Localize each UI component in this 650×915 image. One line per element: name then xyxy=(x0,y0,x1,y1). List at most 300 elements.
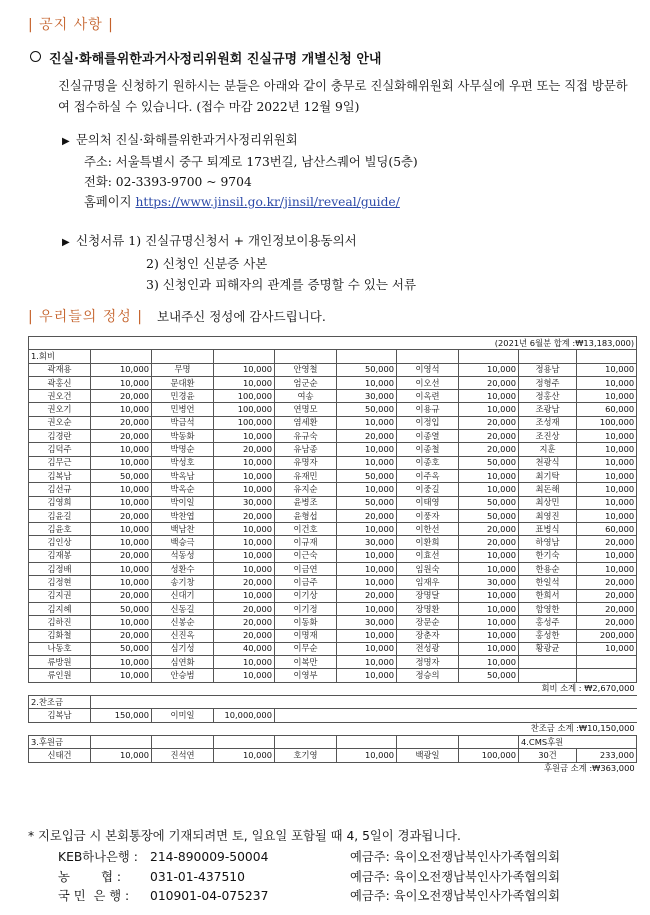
donation-amount: 20,000 xyxy=(91,589,152,602)
donor-name: 호기영 xyxy=(275,749,337,762)
table-cell xyxy=(152,735,214,748)
donor-name: 백승극 xyxy=(152,536,214,549)
donation-amount: 10,000 xyxy=(214,669,275,682)
donor-name: 성환수 xyxy=(152,563,214,576)
donation-amount: 20,000 xyxy=(91,629,152,642)
donations-subtitle: 보내주신 정성에 감사드립니다. xyxy=(156,309,326,324)
donation-amount: 30,000 xyxy=(337,390,397,403)
donation-amount: 10,000 xyxy=(337,656,397,669)
donor-name: 이종철 xyxy=(397,443,459,456)
donor-name: 박금석 xyxy=(152,416,214,429)
donation-amount: 10,000 xyxy=(337,483,397,496)
donor-name: 김화철 xyxy=(29,629,91,642)
donation-amount: 50,000 xyxy=(337,403,397,416)
table-row xyxy=(29,709,637,722)
doc-item: 2) 신청인 신분증 사본 xyxy=(146,256,268,271)
donation-amount: 10,000 xyxy=(91,669,152,682)
donation-amount: 10,000 xyxy=(214,749,275,762)
donation-amount: 20,000 xyxy=(214,602,275,615)
donor-name: 곽홍신 xyxy=(29,376,91,389)
donation-amount: 10,000 xyxy=(337,416,397,429)
donation-amount: 20,000 xyxy=(337,509,397,522)
donation-amount: 10,000 xyxy=(459,483,519,496)
table-cell xyxy=(459,735,519,748)
donor-name: 김덕주 xyxy=(29,443,91,456)
donor-name: 백광일 xyxy=(397,749,459,762)
donation-amount: 10,000 xyxy=(214,536,275,549)
donor-name: 이오선 xyxy=(397,376,459,389)
donor-name: 박찬엽 xyxy=(152,509,214,522)
donation-amount: 60,000 xyxy=(577,523,637,536)
donation-amount: 150,000 xyxy=(91,709,152,722)
table-cell xyxy=(337,735,397,748)
table-cell xyxy=(459,350,519,363)
donor-name: 황광균 xyxy=(519,642,577,655)
donor-name: 류방원 xyxy=(29,656,91,669)
table-row xyxy=(29,363,637,376)
donation-amount: 10,000 xyxy=(337,376,397,389)
donation-amount: 10,000 xyxy=(337,443,397,456)
donation-amount: 10,000 xyxy=(577,363,637,376)
donor-name: 김하진 xyxy=(29,616,91,629)
donor-name: 임원숙 xyxy=(397,563,459,576)
donation-amount: 10,000 xyxy=(91,483,152,496)
donation-amount xyxy=(577,669,637,682)
donor-name: 김무근 xyxy=(29,456,91,469)
donor-name: 이미일 xyxy=(152,709,214,722)
contact-info xyxy=(62,130,418,212)
bank-account: 214-890009-50004 xyxy=(150,850,269,864)
donor-name: 박명순 xyxy=(152,443,214,456)
donation-amount: 10,000 xyxy=(459,656,519,669)
table-row xyxy=(29,376,637,389)
donor-name: 박옥순 xyxy=(152,483,214,496)
donor-name: 장명달 xyxy=(397,589,459,602)
donor-name: 이주옥 xyxy=(397,469,459,482)
donor-name: 이금주 xyxy=(275,576,337,589)
donor-name: 김윤길 xyxy=(29,509,91,522)
donation-amount: 200,000 xyxy=(577,629,637,642)
support-label: 2.찬조금 xyxy=(29,696,91,709)
donation-amount: 10,000 xyxy=(214,549,275,562)
table-cell xyxy=(275,350,337,363)
donor-name: 이기정 xyxy=(275,602,337,615)
donor-name: 무명 xyxy=(152,363,214,376)
donation-amount: 10,000 xyxy=(337,642,397,655)
triangle-bullet-icon: ▶ xyxy=(62,237,70,248)
donor-name: 권오기 xyxy=(29,403,91,416)
notice-section-title: | 공지 사항 | xyxy=(28,17,114,33)
donor-name: 홍성주 xyxy=(519,616,577,629)
table-row xyxy=(29,456,637,469)
table-row xyxy=(29,469,637,482)
table-row xyxy=(29,602,637,615)
donor-name: 이종호 xyxy=(397,456,459,469)
donor-name: 유남종 xyxy=(275,443,337,456)
donation-amount: 10,000 xyxy=(214,376,275,389)
donor-name: 함영한 xyxy=(519,602,577,615)
donor-name: 김경란 xyxy=(29,430,91,443)
donor-name: 최영진 xyxy=(519,509,577,522)
donation-amount: 10,000 xyxy=(459,563,519,576)
membership-label: 1.회비 xyxy=(29,350,91,363)
donor-name: 이종열 xyxy=(397,430,459,443)
donation-amount: 10,000 xyxy=(337,563,397,576)
doc-item: 1) 진실규명신청서 + 개인정보이용동의서 xyxy=(128,233,357,248)
donation-amount: 20,000 xyxy=(214,509,275,522)
donation-amount: 10,000 xyxy=(459,403,519,416)
donor-name: 정형주 xyxy=(519,376,577,389)
donor-name: 이금연 xyxy=(275,563,337,576)
donation-amount: 20,000 xyxy=(91,430,152,443)
donor-name: 송기창 xyxy=(152,576,214,589)
donation-amount: 10,000 xyxy=(459,363,519,376)
donor-name: 신동길 xyxy=(152,602,214,615)
donation-amount: 50,000 xyxy=(91,469,152,482)
donation-amount: 10,000 xyxy=(91,443,152,456)
donor-name: 이복만 xyxy=(275,656,337,669)
total-summary: (2021년 6월분 합계 :₩13,183,000) xyxy=(29,337,637,350)
table-row xyxy=(29,509,637,522)
donor-name: 하영남 xyxy=(519,536,577,549)
donation-amount: 20,000 xyxy=(577,576,637,589)
donor-name: 이영부 xyxy=(275,669,337,682)
donation-amount: 50,000 xyxy=(459,509,519,522)
donor-name: 여송 xyxy=(275,390,337,403)
donation-amount: 10,000 xyxy=(91,376,152,389)
donor-name: 심기성 xyxy=(152,642,214,655)
table-row xyxy=(29,483,637,496)
bank-row xyxy=(58,848,560,868)
table-cell xyxy=(459,696,519,709)
table-row xyxy=(29,496,637,509)
donor-name: 신태건 xyxy=(29,749,91,762)
subtotal-row xyxy=(29,762,637,775)
donation-amount: 10,000 xyxy=(91,363,152,376)
donation-amount: 233,000 xyxy=(577,749,637,762)
donor-name: 백남찬 xyxy=(152,523,214,536)
donation-amount: 100,000 xyxy=(577,416,637,429)
donation-amount: 10,000 xyxy=(459,629,519,642)
donation-amount: 10,000 xyxy=(577,376,637,389)
donor-name: 안승범 xyxy=(152,669,214,682)
donation-amount: 20,000 xyxy=(459,416,519,429)
section-label-row xyxy=(29,350,637,363)
table-cell xyxy=(519,350,577,363)
donation-amount: 30,000 xyxy=(337,536,397,549)
donor-name: 천광식 xyxy=(519,456,577,469)
donation-amount: 10,000 xyxy=(337,523,397,536)
donation-amount: 20,000 xyxy=(214,443,275,456)
donations-header xyxy=(28,306,326,326)
donor-name: 유지순 xyxy=(275,483,337,496)
table-row xyxy=(29,416,637,429)
donation-amount: 50,000 xyxy=(459,456,519,469)
bank-holder: 예금주: 육이오전쟁납북인사가족협의회 xyxy=(350,889,560,903)
donor-name: 이근숙 xyxy=(275,549,337,562)
bank-accounts xyxy=(58,848,560,907)
donation-amount: 10,000 xyxy=(91,456,152,469)
table-row xyxy=(29,616,637,629)
table-row xyxy=(29,563,637,576)
donor-name: 조성재 xyxy=(519,416,577,429)
notice-headline-text: 진실·화해를위한과거사정리위원회 진실규명 개별신청 안내 xyxy=(49,52,382,67)
donation-amount: 10,000 xyxy=(91,523,152,536)
donation-amount: 20,000 xyxy=(459,536,519,549)
table-cell xyxy=(152,696,214,709)
donor-name: 이기상 xyxy=(275,589,337,602)
donation-amount: 20,000 xyxy=(337,589,397,602)
donation-amount: 30,000 xyxy=(337,616,397,629)
donation-amount: 10,000 xyxy=(577,563,637,576)
table-cell xyxy=(214,350,275,363)
donor-name: 최기탁 xyxy=(519,469,577,482)
bank-holder: 예금주: 육이오전쟁납북인사가족협의회 xyxy=(350,869,560,884)
donor-name: 이풍자 xyxy=(397,509,459,522)
donor-name: 이환희 xyxy=(397,536,459,549)
table-row xyxy=(29,549,637,562)
table-row xyxy=(29,669,637,682)
donation-amount: 100,000 xyxy=(214,403,275,416)
donation-amount: 10,000 xyxy=(577,390,637,403)
donor-name: 유규숙 xyxy=(275,430,337,443)
table-row xyxy=(29,576,637,589)
donor-name: 정명자 xyxy=(397,656,459,669)
bank-name: 국 민 은 행 : xyxy=(58,889,130,903)
donor-name: 이한선 xyxy=(397,523,459,536)
table-row xyxy=(29,589,637,602)
homepage-label: 홈페이지 xyxy=(84,195,132,209)
donation-amount: 20,000 xyxy=(459,430,519,443)
donor-name: 김선규 xyxy=(29,483,91,496)
donor-name: 홍성한 xyxy=(519,629,577,642)
donation-amount: 20,000 xyxy=(91,416,152,429)
donation-amount: 20,000 xyxy=(459,443,519,456)
donor-name xyxy=(519,669,577,682)
donation-amount: 50,000 xyxy=(337,496,397,509)
donor-name: 이옥련 xyxy=(397,390,459,403)
donation-amount: 10,000 xyxy=(577,469,637,482)
table-cell xyxy=(577,696,637,709)
donor-name: 신봉순 xyxy=(152,616,214,629)
donation-amount: 10,000 xyxy=(459,589,519,602)
donation-amount: 10,000 xyxy=(91,563,152,576)
donor-name: 장명환 xyxy=(397,602,459,615)
donor-name: 민병언 xyxy=(152,403,214,416)
table-row xyxy=(29,656,637,669)
donor-name: 임재우 xyxy=(397,576,459,589)
donor-name: 이영석 xyxy=(397,363,459,376)
donor-name: 민경윤 xyxy=(152,390,214,403)
support-subtotal: 찬조금 소계 :₩10,150,000 xyxy=(29,722,637,735)
donation-amount: 60,000 xyxy=(577,403,637,416)
bank-row xyxy=(58,868,560,888)
donor-name: 이정입 xyxy=(397,416,459,429)
table-cell xyxy=(577,350,637,363)
table-cell xyxy=(275,735,337,748)
donor-name: 윤병조 xyxy=(275,496,337,509)
donor-name: 이중길 xyxy=(397,483,459,496)
table-cell xyxy=(275,696,337,709)
section-label-row xyxy=(29,696,637,709)
donor-name: 박동화 xyxy=(152,430,214,443)
table-cell xyxy=(519,696,577,709)
donor-name: 이규재 xyxy=(275,536,337,549)
table-header-row xyxy=(29,337,637,350)
circle-bullet-icon xyxy=(30,51,41,62)
donation-amount: 10,000 xyxy=(214,363,275,376)
donor-name: 장춘자 xyxy=(397,629,459,642)
donor-name: 김정현 xyxy=(29,576,91,589)
sponsor-subtotal: 후원금 소계 :₩363,000 xyxy=(29,762,637,775)
donation-amount: 20,000 xyxy=(577,602,637,615)
donation-amount: 10,000 xyxy=(459,602,519,615)
donor-name: 심연화 xyxy=(152,656,214,669)
donation-amount: 10,000 xyxy=(459,642,519,655)
donor-name: 조광남 xyxy=(519,403,577,416)
donor-name: 이태영 xyxy=(397,496,459,509)
donation-amount: 50,000 xyxy=(459,496,519,509)
donor-name: 이건호 xyxy=(275,523,337,536)
donation-amount: 10,000 xyxy=(337,456,397,469)
donor-name: 김재봉 xyxy=(29,549,91,562)
donor-name: 조진상 xyxy=(519,430,577,443)
donation-amount: 40,000 xyxy=(214,642,275,655)
donation-amount: 50,000 xyxy=(459,669,519,682)
table-row xyxy=(29,523,637,536)
table-cell xyxy=(214,735,275,748)
donation-amount: 10,000 xyxy=(214,430,275,443)
donations-section-title: | 우리들의 정성 | xyxy=(28,309,143,325)
donor-name: 한용순 xyxy=(519,563,577,576)
donation-amount: 20,000 xyxy=(214,576,275,589)
contact-homepage xyxy=(62,192,418,212)
donation-amount: 10,000 xyxy=(459,549,519,562)
donor-name: 박이일 xyxy=(152,496,214,509)
donation-amount: 20,000 xyxy=(91,509,152,522)
donor-name: 한기숙 xyxy=(519,549,577,562)
donation-amount: 10,000 xyxy=(337,749,397,762)
required-documents xyxy=(62,230,416,295)
notice-paragraph: 진실규명을 신청하기 원하시는 분들은 아래와 같이 충무로 진실화해위원회 사무실에 우편 또는 직접 방문하여 접수하실 수 있습니다. (접수 마감 2022년 12월 9일) xyxy=(58,79,628,114)
donor-name: 김인상 xyxy=(29,536,91,549)
donor-name: 이명재 xyxy=(275,629,337,642)
donation-amount: 10,000 xyxy=(337,629,397,642)
donor-name xyxy=(519,656,577,669)
donor-name: 이무순 xyxy=(275,642,337,655)
donor-name: 권오건 xyxy=(29,390,91,403)
donation-amount: 20,000 xyxy=(91,549,152,562)
donor-name: 김영희 xyxy=(29,496,91,509)
donation-amount: 10,000 xyxy=(577,642,637,655)
table-cell xyxy=(337,350,397,363)
donation-amount: 30,000 xyxy=(214,496,275,509)
donation-amount: 10,000 xyxy=(337,576,397,589)
donor-name: 박성호 xyxy=(152,456,214,469)
donation-amount: 10,000 xyxy=(214,469,275,482)
donation-amount: 10,000 xyxy=(577,430,637,443)
donor-name: 석동성 xyxy=(152,549,214,562)
donation-table xyxy=(28,336,637,775)
donor-name: 정홍산 xyxy=(519,390,577,403)
donation-amount: 20,000 xyxy=(577,589,637,602)
donation-amount: 20,000 xyxy=(337,430,397,443)
donation-amount: 30,000 xyxy=(459,576,519,589)
homepage-link[interactable]: https://www.jinsil.go.kr/jinsil/reveal/guide/ xyxy=(135,195,400,209)
donation-amount: 20,000 xyxy=(577,536,637,549)
donation-amount: 50,000 xyxy=(337,469,397,482)
donation-amount: 10,000 xyxy=(214,456,275,469)
donation-amount: 10,000 xyxy=(459,390,519,403)
donation-amount: 50,000 xyxy=(91,642,152,655)
table-cell xyxy=(91,696,152,709)
donation-amount: 10,000 xyxy=(91,403,152,416)
table-row xyxy=(29,642,637,655)
donor-name: 전성광 xyxy=(397,642,459,655)
table-row xyxy=(29,403,637,416)
subtotal-row xyxy=(29,722,637,735)
donation-amount: 10,000 xyxy=(337,549,397,562)
donor-name: 김복남 xyxy=(29,709,91,722)
donor-name: 문대환 xyxy=(152,376,214,389)
bank-row xyxy=(58,887,560,907)
contact-label: 문의처 진실·화해를위한과거사정리위원회 xyxy=(76,133,298,147)
donation-amount: 10,000 xyxy=(91,656,152,669)
donor-name: 신대기 xyxy=(152,589,214,602)
donation-amount: 50,000 xyxy=(91,602,152,615)
bank-name: 농 협 : xyxy=(58,869,122,884)
bank-name: KEB하나은행 : xyxy=(58,850,138,864)
table-row xyxy=(29,443,637,456)
donor-name: 표병식 xyxy=(519,523,577,536)
donation-amount: 10,000 xyxy=(91,536,152,549)
donor-name: 유명자 xyxy=(275,456,337,469)
cms-label: 4.CMS후원 xyxy=(519,735,637,748)
donation-amount: 20,000 xyxy=(577,616,637,629)
donor-name: 박옥남 xyxy=(152,469,214,482)
donor-name: 유재민 xyxy=(275,469,337,482)
sponsor-label: 3.후원금 xyxy=(29,735,91,748)
donor-name: 이효선 xyxy=(397,549,459,562)
donor-name: 진석연 xyxy=(152,749,214,762)
table-cell xyxy=(397,735,459,748)
donor-name: 연명모 xyxy=(275,403,337,416)
donation-amount: 20,000 xyxy=(459,376,519,389)
donation-amount: 10,000 xyxy=(91,576,152,589)
donor-name: 윤형섭 xyxy=(275,509,337,522)
donation-amount: 100,000 xyxy=(214,390,275,403)
donation-amount: 10,000 xyxy=(91,749,152,762)
donor-name: 김지권 xyxy=(29,589,91,602)
donation-amount: 10,000 xyxy=(214,483,275,496)
bank-account: 031-01-437510 xyxy=(150,869,245,884)
donor-name: 김윤호 xyxy=(29,523,91,536)
table-cell xyxy=(337,696,397,709)
membership-subtotal: 회비 소계 : ₩2,670,000 xyxy=(29,682,637,695)
donation-amount: 10,000 xyxy=(577,549,637,562)
donor-name: 염세환 xyxy=(275,416,337,429)
table-cell xyxy=(275,709,637,722)
donor-name: 신진옥 xyxy=(152,629,214,642)
donation-amount: 10,000 xyxy=(459,616,519,629)
donor-name: 최돈해 xyxy=(519,483,577,496)
donor-name: 30건 xyxy=(519,749,577,762)
table-row xyxy=(29,629,637,642)
donation-amount: 10,000 xyxy=(577,509,637,522)
donation-amount: 10,000 xyxy=(337,669,397,682)
donation-amount: 10,000 xyxy=(577,496,637,509)
donation-amount xyxy=(577,656,637,669)
